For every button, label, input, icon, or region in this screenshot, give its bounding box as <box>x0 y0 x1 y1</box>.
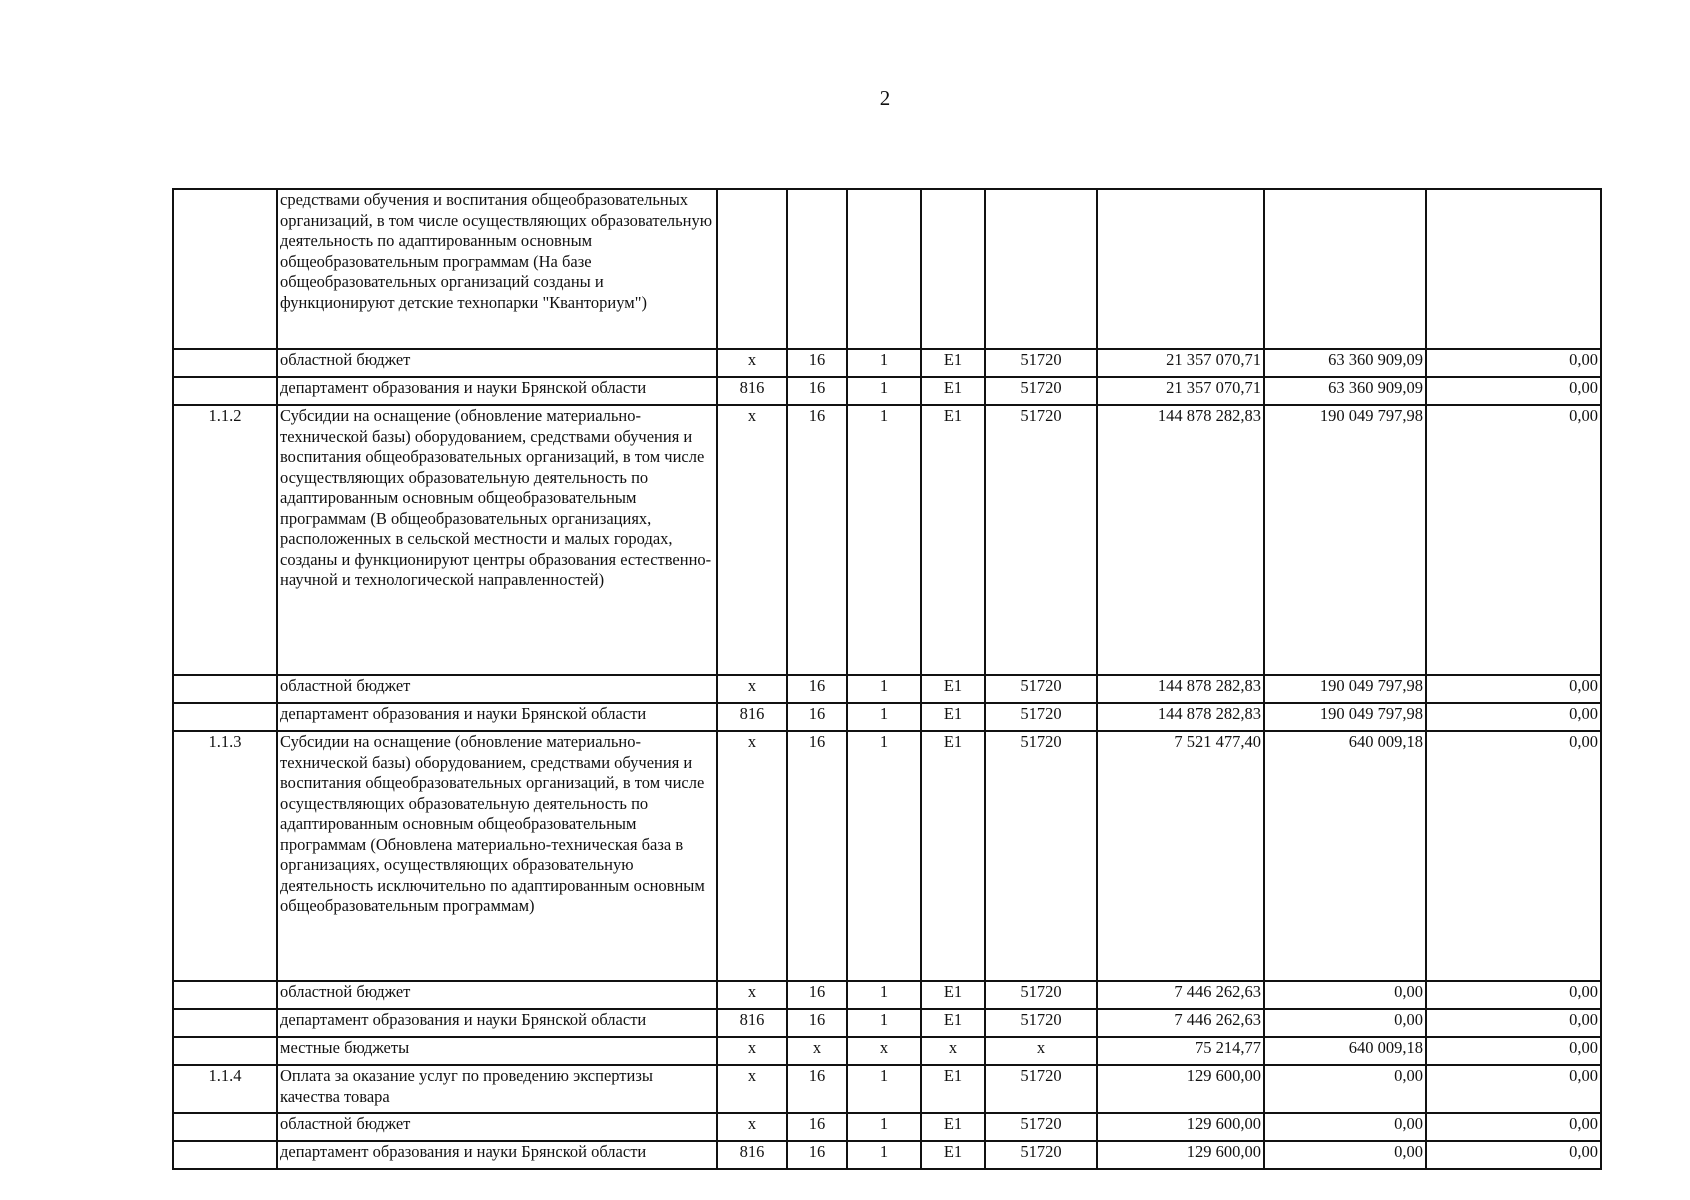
code-project-cell: Е1 <box>921 731 985 981</box>
amount-year3-cell: 0,00 <box>1426 349 1601 377</box>
amount-year1-cell <box>1097 189 1264 349</box>
code-program-cell: 16 <box>787 377 847 405</box>
code-program-cell: 16 <box>787 1009 847 1037</box>
amount-year3-cell: 0,00 <box>1426 731 1601 981</box>
description-cell: Субсидии на оснащение (обновление материально-технической базы) оборудованием, средствами обучения и воспитания общеобразовательных организаций, в том числе осуществляющих образовательную деятельность по адаптированным основным общеобразовательным программам (Обновлена материально-техническая база в организациях, осуществляющих образовательную деятельность исключительно по адаптированным основным общеобразовательным программам) <box>277 731 717 981</box>
code-project-cell: Е1 <box>921 703 985 731</box>
code-direction-cell: 51720 <box>985 1009 1097 1037</box>
code-grbs-cell: х <box>717 1037 787 1065</box>
amount-year3-cell: 0,00 <box>1426 1009 1601 1037</box>
description-cell: областной бюджет <box>277 349 717 377</box>
code-direction-cell: 51720 <box>985 349 1097 377</box>
description-cell: областной бюджет <box>277 981 717 1009</box>
code-project-cell: Е1 <box>921 675 985 703</box>
code-grbs-cell: 816 <box>717 703 787 731</box>
code-grbs-cell: х <box>717 1065 787 1113</box>
description-cell: средствами обучения и воспитания общеобразовательных организаций, в том числе осуществляющих образовательную деятельность по адаптированным основным общеобразовательным программам (На базе общеобразовательных организаций созданы и функционируют детские технопарки "Кванториум") <box>277 189 717 349</box>
row-number-cell <box>173 981 277 1009</box>
description-cell: департамент образования и науки Брянской области <box>277 377 717 405</box>
code-project-cell: Е1 <box>921 1141 985 1169</box>
description-cell: областной бюджет <box>277 675 717 703</box>
amount-year3-cell: 0,00 <box>1426 1037 1601 1065</box>
amount-year3-cell: 0,00 <box>1426 377 1601 405</box>
page-number: 2 <box>879 86 891 110</box>
code-program-cell: 16 <box>787 1113 847 1141</box>
description-cell: департамент образования и науки Брянской области <box>277 1141 717 1169</box>
amount-year2-cell: 0,00 <box>1264 1141 1426 1169</box>
code-direction-cell: 51720 <box>985 1065 1097 1113</box>
amount-year3-cell: 0,00 <box>1426 405 1601 675</box>
code-program-cell: 16 <box>787 1141 847 1169</box>
amount-year1-cell: 7 446 262,63 <box>1097 981 1264 1009</box>
code-direction-cell: 51720 <box>985 1113 1097 1141</box>
code-project-cell: х <box>921 1037 985 1065</box>
amount-year3-cell: 0,00 <box>1426 675 1601 703</box>
code-project-cell <box>921 189 985 349</box>
budget-table <box>172 188 1602 1170</box>
code-grbs-cell: х <box>717 731 787 981</box>
amount-year3-cell: 0,00 <box>1426 703 1601 731</box>
amount-year1-cell: 129 600,00 <box>1097 1141 1264 1169</box>
row-number-cell <box>173 1113 277 1141</box>
table-row <box>173 377 1601 405</box>
amount-year2-cell: 0,00 <box>1264 1113 1426 1141</box>
code-program-cell: 16 <box>787 405 847 675</box>
amount-year3-cell: 0,00 <box>1426 981 1601 1009</box>
code-direction-cell: 51720 <box>985 981 1097 1009</box>
row-number-cell <box>173 377 277 405</box>
code-direction-cell: 51720 <box>985 377 1097 405</box>
code-subprogram-cell: 1 <box>847 675 921 703</box>
amount-year1-cell: 144 878 282,83 <box>1097 703 1264 731</box>
code-program-cell: 16 <box>787 981 847 1009</box>
amount-year1-cell: 144 878 282,83 <box>1097 675 1264 703</box>
row-number-cell <box>173 349 277 377</box>
code-direction-cell: х <box>985 1037 1097 1065</box>
amount-year2-cell: 0,00 <box>1264 1009 1426 1037</box>
row-number-cell: 1.1.4 <box>173 1065 277 1113</box>
table-row <box>173 1065 1601 1113</box>
row-number-cell <box>173 703 277 731</box>
code-direction-cell <box>985 189 1097 349</box>
amount-year3-cell: 0,00 <box>1426 1113 1601 1141</box>
description-cell: департамент образования и науки Брянской области <box>277 1009 717 1037</box>
amount-year1-cell: 75 214,77 <box>1097 1037 1264 1065</box>
code-subprogram-cell: 1 <box>847 731 921 981</box>
code-direction-cell: 51720 <box>985 731 1097 981</box>
code-program-cell: 16 <box>787 1065 847 1113</box>
code-program-cell: 16 <box>787 675 847 703</box>
table-row <box>173 1009 1601 1037</box>
row-number-cell <box>173 675 277 703</box>
code-program-cell <box>787 189 847 349</box>
amount-year3-cell: 0,00 <box>1426 1065 1601 1113</box>
code-subprogram-cell: 1 <box>847 1065 921 1113</box>
code-grbs-cell: х <box>717 405 787 675</box>
code-direction-cell: 51720 <box>985 675 1097 703</box>
amount-year2-cell: 63 360 909,09 <box>1264 377 1426 405</box>
description-cell: областной бюджет <box>277 1113 717 1141</box>
code-project-cell: Е1 <box>921 1113 985 1141</box>
row-number-cell <box>173 189 277 349</box>
table-row <box>173 731 1601 981</box>
amount-year2-cell: 63 360 909,09 <box>1264 349 1426 377</box>
amount-year1-cell: 7 521 477,40 <box>1097 731 1264 981</box>
code-subprogram-cell: 1 <box>847 703 921 731</box>
table-row <box>173 1113 1601 1141</box>
table-row <box>173 189 1601 349</box>
code-subprogram-cell: х <box>847 1037 921 1065</box>
code-direction-cell: 51720 <box>985 1141 1097 1169</box>
code-program-cell: х <box>787 1037 847 1065</box>
code-project-cell: Е1 <box>921 377 985 405</box>
code-subprogram-cell: 1 <box>847 1113 921 1141</box>
code-project-cell: Е1 <box>921 349 985 377</box>
row-number-cell: 1.1.2 <box>173 405 277 675</box>
code-program-cell: 16 <box>787 349 847 377</box>
description-cell: Оплата за оказание услуг по проведению экспертизы качества товара <box>277 1065 717 1113</box>
code-subprogram-cell: 1 <box>847 349 921 377</box>
code-grbs-cell: х <box>717 675 787 703</box>
amount-year3-cell: 0,00 <box>1426 1141 1601 1169</box>
amount-year2-cell: 640 009,18 <box>1264 1037 1426 1065</box>
table-row <box>173 675 1601 703</box>
code-grbs-cell: х <box>717 981 787 1009</box>
table-row <box>173 405 1601 675</box>
code-grbs-cell: х <box>717 1113 787 1141</box>
amount-year2-cell: 190 049 797,98 <box>1264 405 1426 675</box>
code-grbs-cell: 816 <box>717 1141 787 1169</box>
description-cell: Субсидии на оснащение (обновление материально-технической базы) оборудованием, средствами обучения и воспитания общеобразовательных организаций, в том числе осуществляющих образовательную деятельность по адаптированным основным общеобразовательным программам (В общеобразовательных организациях, расположенных в сельской местности и малых городах, созданы и функционируют центры образования естественно-научной и технологической направленностей) <box>277 405 717 675</box>
table-row <box>173 981 1601 1009</box>
amount-year1-cell: 129 600,00 <box>1097 1065 1264 1113</box>
table-row <box>173 349 1601 377</box>
table-row <box>173 1141 1601 1169</box>
amount-year3-cell <box>1426 189 1601 349</box>
code-subprogram-cell: 1 <box>847 981 921 1009</box>
description-cell: местные бюджеты <box>277 1037 717 1065</box>
amount-year2-cell: 190 049 797,98 <box>1264 703 1426 731</box>
code-project-cell: Е1 <box>921 405 985 675</box>
code-subprogram-cell: 1 <box>847 377 921 405</box>
code-subprogram-cell: 1 <box>847 405 921 675</box>
amount-year1-cell: 144 878 282,83 <box>1097 405 1264 675</box>
code-direction-cell: 51720 <box>985 405 1097 675</box>
code-subprogram-cell: 1 <box>847 1009 921 1037</box>
code-direction-cell: 51720 <box>985 703 1097 731</box>
code-project-cell: Е1 <box>921 1009 985 1037</box>
amount-year2-cell <box>1264 189 1426 349</box>
table-row <box>173 1037 1601 1065</box>
code-subprogram-cell: 1 <box>847 1141 921 1169</box>
amount-year2-cell: 640 009,18 <box>1264 731 1426 981</box>
row-number-cell: 1.1.3 <box>173 731 277 981</box>
code-project-cell: Е1 <box>921 1065 985 1113</box>
code-program-cell: 16 <box>787 703 847 731</box>
code-program-cell: 16 <box>787 731 847 981</box>
amount-year1-cell: 129 600,00 <box>1097 1113 1264 1141</box>
row-number-cell <box>173 1009 277 1037</box>
amount-year2-cell: 0,00 <box>1264 981 1426 1009</box>
amount-year2-cell: 190 049 797,98 <box>1264 675 1426 703</box>
row-number-cell <box>173 1141 277 1169</box>
row-number-cell <box>173 1037 277 1065</box>
amount-year1-cell: 21 357 070,71 <box>1097 377 1264 405</box>
description-cell: департамент образования и науки Брянской области <box>277 703 717 731</box>
code-project-cell: Е1 <box>921 981 985 1009</box>
amount-year2-cell: 0,00 <box>1264 1065 1426 1113</box>
table-row <box>173 703 1601 731</box>
amount-year1-cell: 21 357 070,71 <box>1097 349 1264 377</box>
code-grbs-cell <box>717 189 787 349</box>
amount-year1-cell: 7 446 262,63 <box>1097 1009 1264 1037</box>
code-grbs-cell: 816 <box>717 377 787 405</box>
code-subprogram-cell <box>847 189 921 349</box>
code-grbs-cell: х <box>717 349 787 377</box>
code-grbs-cell: 816 <box>717 1009 787 1037</box>
